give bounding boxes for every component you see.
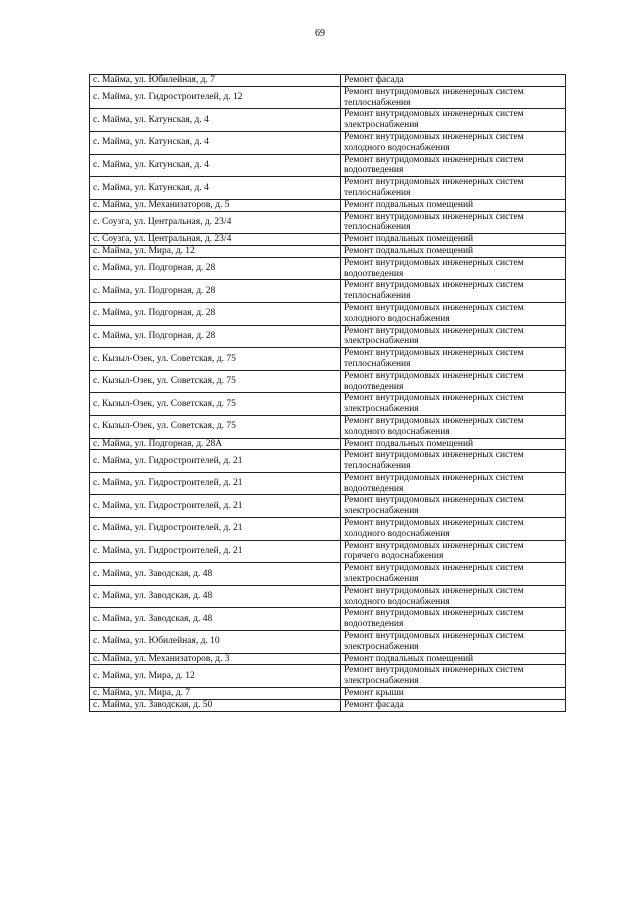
address-cell: с. Майма, ул. Юбилейная, д. 10 <box>90 631 341 654</box>
address-cell: с. Майма, ул. Катунская, д. 4 <box>90 109 341 132</box>
work-type-cell <box>341 438 566 450</box>
work-type-text: Ремонт внутридомовых инженерных систем <box>344 370 524 381</box>
work-type-text: Ремонт внутридомовых инженерных систем <box>344 154 524 165</box>
table-row <box>90 348 566 371</box>
work-type-text: Ремонт внутридомовых инженерных систем <box>344 585 524 596</box>
table-row <box>90 393 566 416</box>
table-row <box>90 131 566 154</box>
work-type-text: водоотведения <box>344 165 404 176</box>
table-row <box>90 472 566 495</box>
address-cell: с. Майма, ул. Подгорная, д. 28 <box>90 325 341 348</box>
table-row <box>90 665 566 688</box>
work-type-cell <box>341 495 566 518</box>
table-row <box>90 653 566 665</box>
table-row <box>90 585 566 608</box>
work-type-text: холодного водоснабжения <box>344 426 450 437</box>
table-row <box>90 109 566 132</box>
work-type-text: электроснабжения <box>344 120 419 131</box>
work-type-cell <box>341 75 566 87</box>
address-cell: с. Майма, ул. Заводская, д. 48 <box>90 563 341 586</box>
work-type-cell <box>341 86 566 109</box>
address-cell: с. Кызыл-Озек, ул. Советская, д. 75 <box>90 393 341 416</box>
work-type-text: Ремонт подвальных помещений <box>344 245 474 256</box>
table-row <box>90 280 566 303</box>
address-cell: с. Майма, ул. Гидростроителей, д. 21 <box>90 495 341 518</box>
work-type-text: Ремонт внутридомовых инженерных систем <box>344 280 524 291</box>
address-cell: с. Майма, ул. Катунская, д. 4 <box>90 177 341 200</box>
work-type-text: теплоснабжения <box>344 222 411 233</box>
address-cell: с. Майма, ул. Заводская, д. 50 <box>90 699 341 711</box>
work-type-cell <box>341 234 566 246</box>
work-type-cell <box>341 518 566 541</box>
table-row <box>90 325 566 348</box>
work-type-cell <box>341 245 566 257</box>
work-type-text: Ремонт внутридомовых инженерных систем <box>344 131 524 142</box>
address-cell: с. Майма, ул. Гидростроителей, д. 21 <box>90 472 341 495</box>
table-row <box>90 370 566 393</box>
work-type-cell <box>341 415 566 438</box>
address-cell: с. Майма, ул. Юбилейная, д. 7 <box>90 75 341 87</box>
work-type-text: Ремонт подвальных помещений <box>344 653 474 664</box>
work-type-cell <box>341 688 566 700</box>
table-row <box>90 245 566 257</box>
page-number: 69 <box>315 28 325 39</box>
table-row <box>90 154 566 177</box>
work-type-text: холодного водоснабжения <box>344 313 450 324</box>
table-row <box>90 211 566 234</box>
address-cell: с. Майма, ул. Катунская, д. 4 <box>90 154 341 177</box>
work-type-text: холодного водоснабжения <box>344 142 450 153</box>
work-type-text: Ремонт внутридомовых инженерных систем <box>344 472 524 483</box>
work-type-text: Ремонт внутридомовых инженерных систем <box>344 518 524 529</box>
work-type-text: Ремонт внутридомовых инженерных систем <box>344 257 524 268</box>
work-type-text: Ремонт внутридомовых инженерных систем <box>344 415 524 426</box>
work-type-text: Ремонт внутридомовых инженерных систем <box>344 86 524 97</box>
work-type-text: теплоснабжения <box>344 187 411 198</box>
table-row <box>90 563 566 586</box>
work-type-cell <box>341 154 566 177</box>
work-type-cell <box>341 257 566 280</box>
work-type-cell <box>341 302 566 325</box>
table-row <box>90 688 566 700</box>
work-type-cell <box>341 211 566 234</box>
address-cell: с. Майма, ул. Механизаторов, д. 3 <box>90 653 341 665</box>
work-type-cell <box>341 665 566 688</box>
work-type-text: теплоснабжения <box>344 291 411 302</box>
work-type-cell <box>341 653 566 665</box>
work-type-cell <box>341 631 566 654</box>
address-cell: с. Соузга, ул. Центральная, д. 23/4 <box>90 211 341 234</box>
work-type-text: теплоснабжения <box>344 97 411 108</box>
work-type-text: водоотведения <box>344 381 404 392</box>
table-row <box>90 415 566 438</box>
work-type-text: Ремонт подвальных помещений <box>344 234 474 245</box>
work-type-text: Ремонт внутридомовых инженерных систем <box>344 495 524 506</box>
work-type-text: Ремонт внутридомовых инженерных систем <box>344 109 524 120</box>
table-row <box>90 438 566 450</box>
work-type-text: электроснабжения <box>344 574 419 585</box>
table-row <box>90 699 566 711</box>
table-row <box>90 177 566 200</box>
table-row <box>90 450 566 473</box>
table-row <box>90 199 566 211</box>
work-type-text: электроснабжения <box>344 676 419 687</box>
address-cell: с. Майма, ул. Мира, д. 12 <box>90 665 341 688</box>
work-type-text: Ремонт фасада <box>344 699 404 710</box>
address-cell: с. Майма, ул. Подгорная, д. 28 <box>90 257 341 280</box>
work-type-text: холодного водоснабжения <box>344 528 450 539</box>
work-type-text: электроснабжения <box>344 506 419 517</box>
address-cell: с. Соузга, ул. Центральная, д. 23/4 <box>90 234 341 246</box>
work-type-text: Ремонт внутридомовых инженерных систем <box>344 348 524 359</box>
work-type-text: Ремонт внутридомовых инженерных систем <box>344 665 524 676</box>
work-type-cell <box>341 177 566 200</box>
work-type-text: Ремонт внутридомовых инженерных систем <box>344 302 524 313</box>
address-cell: с. Майма, ул. Катунская, д. 4 <box>90 131 341 154</box>
address-cell: с. Кызыл-Озек, ул. Советская, д. 75 <box>90 415 341 438</box>
work-type-cell <box>341 585 566 608</box>
work-type-text: Ремонт фасада <box>344 75 404 85</box>
work-type-cell <box>341 370 566 393</box>
table-row <box>90 495 566 518</box>
work-type-text: Ремонт внутридомовых инженерных систем <box>344 325 524 336</box>
table-row <box>90 86 566 109</box>
address-cell: с. Майма, ул. Гидростроителей, д. 21 <box>90 450 341 473</box>
address-cell: с. Кызыл-Озек, ул. Советская, д. 75 <box>90 348 341 371</box>
address-cell: с. Майма, ул. Подгорная, д. 28А <box>90 438 341 450</box>
work-type-cell <box>341 325 566 348</box>
address-cell: с. Майма, ул. Гидростроителей, д. 21 <box>90 518 341 541</box>
work-type-text: холодного водоснабжения <box>344 596 450 607</box>
work-type-cell <box>341 131 566 154</box>
work-type-text: водоотведения <box>344 268 404 279</box>
address-cell: с. Майма, ул. Мира, д. 12 <box>90 245 341 257</box>
table-row <box>90 75 566 87</box>
work-type-text: электроснабжения <box>344 641 419 652</box>
work-type-text: Ремонт внутридомовых инженерных систем <box>344 631 524 642</box>
work-type-text: электроснабжения <box>344 404 419 415</box>
work-type-cell <box>341 393 566 416</box>
table-row <box>90 608 566 631</box>
work-type-text: Ремонт внутридомовых инженерных систем <box>344 563 524 574</box>
address-cell: с. Майма, ул. Гидростроителей, д. 12 <box>90 86 341 109</box>
work-type-text: водоотведения <box>344 483 404 494</box>
table-row <box>90 257 566 280</box>
work-type-cell <box>341 540 566 563</box>
work-type-text: Ремонт внутридомовых инженерных систем <box>344 177 524 188</box>
repair-works-table <box>89 74 566 712</box>
work-type-text: Ремонт крыши <box>344 688 404 699</box>
table-row <box>90 234 566 246</box>
address-cell: с. Майма, ул. Подгорная, д. 28 <box>90 302 341 325</box>
table-row <box>90 518 566 541</box>
work-type-text: горячего водоснабжения <box>344 551 444 562</box>
work-type-text: электроснабжения <box>344 336 419 347</box>
work-type-cell <box>341 608 566 631</box>
work-type-text: Ремонт внутридомовых инженерных систем <box>344 608 524 619</box>
work-type-text: Ремонт внутридомовых инженерных систем <box>344 540 524 551</box>
address-cell: с. Кызыл-Озек, ул. Советская, д. 75 <box>90 370 341 393</box>
work-type-text: теплоснабжения <box>344 358 411 369</box>
address-cell: с. Майма, ул. Механизаторов, д. 5 <box>90 199 341 211</box>
address-cell: с. Майма, ул. Подгорная, д. 28 <box>90 280 341 303</box>
table-body <box>90 75 566 712</box>
work-type-cell <box>341 280 566 303</box>
work-type-cell <box>341 472 566 495</box>
work-type-text: теплоснабжения <box>344 461 411 472</box>
address-cell: с. Майма, ул. Заводская, д. 48 <box>90 608 341 631</box>
work-type-cell <box>341 348 566 371</box>
work-type-cell <box>341 109 566 132</box>
work-type-text: водоотведения <box>344 619 404 630</box>
address-cell: с. Майма, ул. Мира, д. 7 <box>90 688 341 700</box>
work-type-cell <box>341 450 566 473</box>
address-cell: с. Майма, ул. Гидростроителей, д. 21 <box>90 540 341 563</box>
work-type-cell <box>341 699 566 711</box>
table-row <box>90 631 566 654</box>
work-type-text: Ремонт подвальных помещений <box>344 438 474 449</box>
work-type-text: Ремонт подвальных помещений <box>344 199 474 210</box>
table-row <box>90 540 566 563</box>
work-type-cell <box>341 199 566 211</box>
table-row <box>90 302 566 325</box>
work-type-text: Ремонт внутридомовых инженерных систем <box>344 450 524 461</box>
work-type-text: Ремонт внутридомовых инженерных систем <box>344 211 524 222</box>
work-type-text: Ремонт внутридомовых инженерных систем <box>344 393 524 404</box>
address-cell: с. Майма, ул. Заводская, д. 48 <box>90 585 341 608</box>
work-type-cell <box>341 563 566 586</box>
